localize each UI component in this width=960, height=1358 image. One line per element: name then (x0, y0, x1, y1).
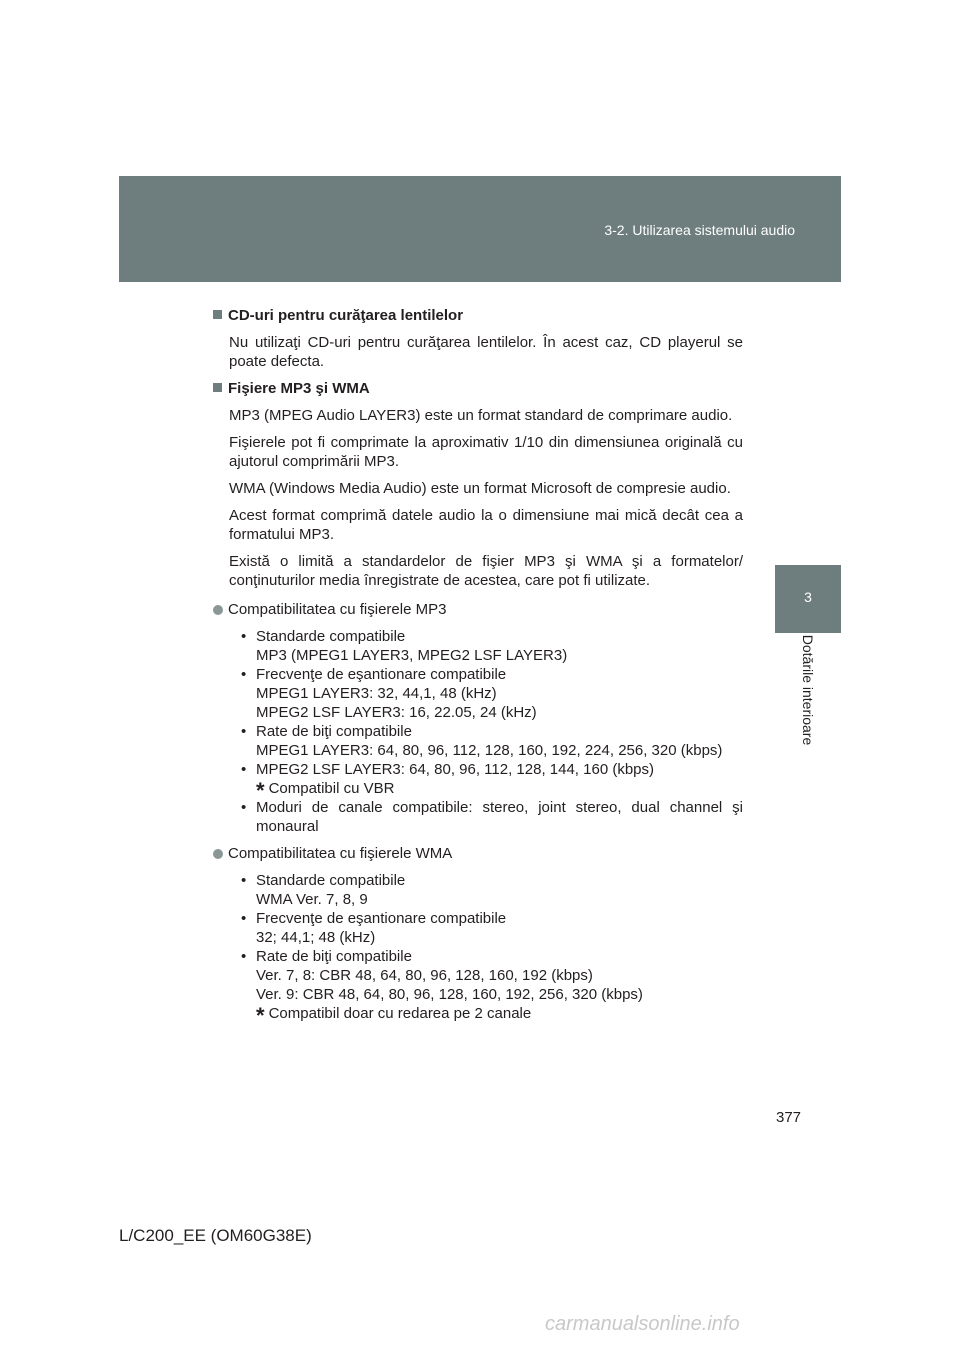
list-item-detail: MPEG2 LSF LAYER3: 16, 22.05, 24 (kHz) (256, 704, 537, 721)
list-item (241, 871, 743, 909)
section-title: 3-2. Utilizarea sistemului audio (604, 222, 795, 238)
paragraph: Există o limită a standardelor de fişier MP3 şi WMA şi a formatelor/ conţinuturilor media înregistrate de acestea, care pot fi utilizate. (229, 553, 743, 589)
square-bullet-icon (213, 310, 222, 319)
circle-bullet-icon (213, 605, 223, 615)
cd-section-text: Nu utilizaţi CD-uri pentru curăţarea lentilelor. În acest caz, CD playerul se poate defecta. (229, 334, 743, 370)
list-item (241, 627, 743, 665)
list-item (241, 665, 743, 722)
list-item-detail: 32; 44,1; 48 (kHz) (256, 929, 376, 946)
list-item (241, 760, 743, 803)
paragraph: WMA (Windows Media Audio) este un format Microsoft de compresie audio. (229, 480, 731, 497)
mp3wma-section-heading (213, 379, 743, 398)
chapter-title: Dotările interioare (800, 634, 816, 746)
page-content (213, 306, 743, 1031)
header-bar (119, 176, 841, 282)
list-item-label: • MPEG2 LSF LAYER3: 64, 80, 96, 112, 128, 144, 160 (kbps) (256, 761, 655, 778)
page-number: 377 (776, 1109, 802, 1126)
paragraph: Fişierele pot fi comprimate la aproximativ 1/10 din dimensiunea originală cu ajutorul comprimării MP3. (229, 434, 743, 470)
asterisk-icon: * (256, 778, 265, 803)
list-item (241, 722, 743, 760)
list-item-detail: MPEG1 LAYER3: 64, 80, 96, 112, 128, 160, 192, 224, 256, 320 (kbps) (256, 742, 723, 759)
list-item (241, 798, 743, 836)
list-item-label: • Standarde compatibile (256, 628, 406, 645)
mp3-compat-list (241, 627, 743, 836)
list-item-label: • Rate de biţi compatibile (256, 948, 412, 965)
paragraph: MP3 (MPEG Audio LAYER3) este un format standard de comprimare audio. (229, 407, 733, 424)
chapter-tab (775, 565, 841, 633)
asterisk-icon: * (256, 1003, 265, 1028)
list-item-label: • Rate de biţi compatibile (256, 723, 412, 740)
list-item-detail: Ver. 7, 8: CBR 48, 64, 80, 96, 128, 160, 192 (kbps) (256, 967, 593, 984)
list-item (241, 947, 743, 1028)
list-item-label: • Frecvenţe de eşantionare compatibile (256, 910, 507, 927)
wma-compat-heading (213, 844, 743, 863)
list-item-label: • Standarde compatibile (256, 872, 406, 889)
mp3-compat-title: Compatibilitatea cu fişierele MP3 (228, 601, 447, 618)
list-item-detail: Ver. 9: CBR 48, 64, 80, 96, 128, 160, 192, 256, 320 (kbps) (256, 986, 643, 1003)
watermark: carmanualsonline.info (545, 1313, 740, 1335)
list-item-label: • Moduri de canale compatibile: stereo, joint stereo, dual channel şi monaural (256, 799, 743, 835)
mp3wma-section-title: Fişiere MP3 şi WMA (228, 380, 370, 397)
document-code: L/C200_EE (OM60G38E) (119, 1226, 312, 1245)
circle-bullet-icon (213, 849, 223, 859)
list-item-label: • Frecvenţe de eşantionare compatibile (256, 666, 507, 683)
wma-compat-title: Compatibilitatea cu fişierele WMA (228, 845, 453, 862)
square-bullet-icon (213, 383, 222, 392)
list-item-detail: MP3 (MPEG1 LAYER3, MPEG2 LSF LAYER3) (256, 647, 568, 664)
list-item-detail: MPEG1 LAYER3: 32, 44,1, 48 (kHz) (256, 685, 497, 702)
paragraph: Acest format comprimă datele audio la o dimensiune mai mică decât cea a formatului MP3. (229, 507, 743, 543)
footnote-text: Compatibil doar cu redarea pe 2 canale (268, 1005, 532, 1022)
footnote (256, 1003, 743, 1028)
cd-section-heading (213, 306, 743, 325)
footnote (256, 778, 743, 803)
footnote-text: Compatibil cu VBR (268, 780, 395, 797)
list-item-detail: WMA Ver. 7, 8, 9 (256, 891, 368, 908)
chapter-number: 3 (804, 589, 812, 605)
mp3-compat-heading (213, 600, 743, 619)
list-item (241, 909, 743, 947)
cd-section-title: CD-uri pentru curăţarea lentilelor (228, 307, 464, 324)
wma-compat-list (241, 871, 743, 1028)
